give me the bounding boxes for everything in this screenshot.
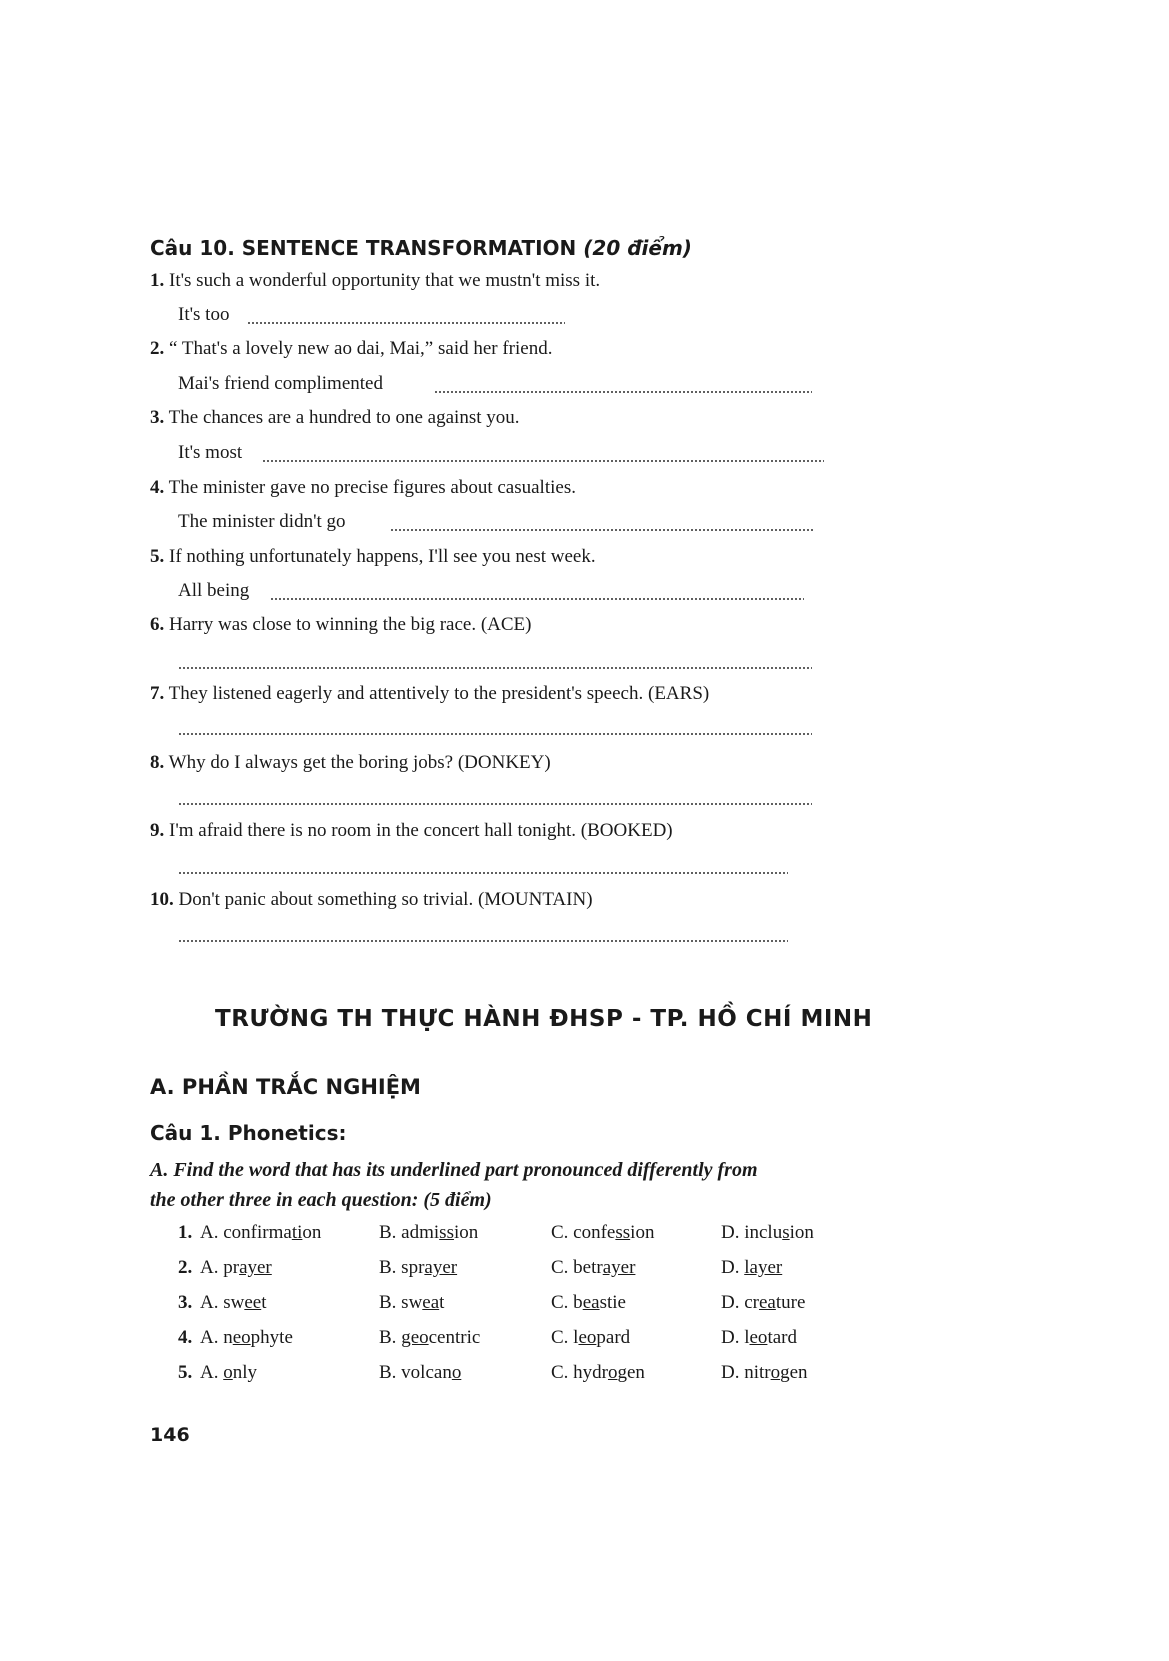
option-choice[interactable] [379,1327,480,1349]
section-points: (20 điểm) [583,236,692,260]
underlined-part: ti [291,1222,303,1243]
question-text: The minister gave no precise figures about casualties. [168,477,576,498]
option-text: nly [232,1362,258,1383]
option-text: phyte [250,1327,293,1348]
underlined-part: ss [615,1222,631,1243]
option-text: t [261,1292,267,1313]
option-text: ture [775,1292,806,1313]
answer-prompt-4: The minister didn't go [178,511,346,532]
underlined-part: ayer [424,1257,458,1278]
option-choice[interactable] [200,1362,257,1384]
question-6 [150,614,531,636]
option-text: D. cr [721,1292,759,1313]
question-text: “ That's a lovely new ao dai, Mai,” said her friend. [169,338,553,359]
question-2 [150,338,552,360]
option-choice[interactable] [200,1222,321,1244]
option-text: A. pr [200,1257,240,1278]
option-choice[interactable] [200,1327,293,1349]
option-text: pard [596,1327,631,1348]
question-4 [150,477,576,499]
underlined-part: layer [744,1257,783,1278]
option-text: C. hydr [551,1362,608,1383]
school-title: TRƯỜNG TH THỰC HÀNH ĐHSP - TP. HỒ CHÍ MINH [215,1006,873,1032]
underlined-part: ee [244,1292,262,1313]
question-text: Don't panic about something so trivial. (MOUNTAIN) [178,889,593,910]
option-text: B. [379,1327,402,1348]
question-text: The chances are a hundred to one against you. [168,407,520,428]
option-choice[interactable] [379,1292,444,1314]
option-choice[interactable] [379,1362,461,1384]
option-text: gen [780,1362,808,1383]
part-a-heading: A. PHẦN TRẮC NGHIỆM [150,1075,421,1099]
question-9 [150,820,673,842]
answer-blank-5[interactable] [270,598,804,600]
option-text: B. spr [379,1257,425,1278]
answer-blank-8[interactable] [178,803,812,805]
underlined-part: o [608,1362,618,1383]
question-text: I'm afraid there is no room in the concert hall tonight. (BOOKED) [169,820,673,841]
option-text: on [302,1222,322,1243]
option-text: stie [599,1292,626,1313]
option-choice[interactable] [721,1362,808,1384]
option-text: B. sw [379,1292,423,1313]
instruction-line-2: the other three in each question: (5 điểm) [150,1189,492,1211]
option-text: C. betr [551,1257,603,1278]
option-text: ion [789,1222,814,1243]
answer-blank-1[interactable] [247,322,565,324]
question-number: 7. [150,683,165,704]
question-number: 10. [150,889,174,910]
answer-prompt-5: All being [178,580,250,601]
option-choice[interactable] [721,1327,797,1349]
question-text: It's such a wonderful opportunity that we mustn't miss it. [169,270,601,291]
underlined-part: o [770,1362,781,1383]
option-choice[interactable] [200,1292,267,1314]
option-choice[interactable] [200,1257,272,1279]
answer-blank-3[interactable] [262,460,824,462]
option-text: D. l [721,1327,750,1348]
question-number: 5. [150,546,165,567]
underlined-part: geo [401,1327,429,1348]
answer-blank-6[interactable] [178,667,812,669]
option-text: ion [630,1222,655,1243]
underlined-part: eo [578,1327,597,1348]
underlined-part: o [451,1362,462,1383]
option-choice[interactable] [379,1222,478,1244]
option-text: D. [721,1257,745,1278]
question-number: 9. [150,820,165,841]
option-text: ion [453,1222,479,1243]
question-text: Why do I always get the boring jobs? (DONKEY) [168,752,551,773]
question-number: 2. [150,338,165,359]
underlined-part: eo [232,1327,251,1348]
option-text: A. n [200,1327,233,1348]
question-number: 1. [150,270,165,291]
question-text: They listened eagerly and attentively to the president's speech. (EARS) [168,683,710,704]
option-text: C. confe [551,1222,616,1243]
answer-blank-7[interactable] [178,733,812,735]
option-choice[interactable] [379,1257,457,1279]
underlined-part: ayer [602,1257,636,1278]
option-choice[interactable] [721,1257,782,1279]
instruction-line-1: A. Find the word that has its underlined part pronounced differently from [150,1159,758,1181]
option-choice[interactable] [721,1222,814,1244]
page-number: 146 [150,1424,190,1446]
question-7 [150,683,709,705]
answer-blank-10[interactable] [178,940,788,942]
underlined-part: ss [439,1222,454,1243]
option-choice[interactable] [551,1222,654,1244]
phonetics-heading: Câu 1. Phonetics: [150,1121,347,1145]
underlined-part: ea [758,1292,776,1313]
option-row-number: 4. [178,1327,193,1348]
option-choice[interactable] [551,1362,645,1384]
option-text: D. nitr [721,1362,771,1383]
answer-prompt-2: Mai's friend complimented [178,373,383,394]
answer-blank-4[interactable] [390,529,814,531]
underlined-part: ayer [239,1257,272,1278]
option-text: gen [617,1362,645,1383]
answer-blank-2[interactable] [434,391,812,393]
question-number: 8. [150,752,165,773]
section-title: Câu 10. SENTENCE TRANSFORMATION [150,236,577,260]
option-row-number: 3. [178,1292,193,1313]
option-text: B. volcan [379,1362,452,1383]
question-10 [150,889,593,911]
option-text: C. l [551,1327,579,1348]
option-choice[interactable] [721,1292,805,1314]
option-text: C. b [551,1292,583,1313]
option-text: A. confirma [200,1222,292,1243]
answer-blank-9[interactable] [178,872,788,874]
option-text: tard [767,1327,797,1348]
option-text: A. sw [200,1292,245,1313]
option-row-number: 2. [178,1257,193,1278]
question-number: 3. [150,407,165,428]
question-3 [150,407,520,429]
question-number: 6. [150,614,165,635]
question-1 [150,270,600,292]
option-text: B. admi [379,1222,440,1243]
option-text: A. [200,1362,224,1383]
option-text: D. inclu [721,1222,783,1243]
question-text: If nothing unfortunately happens, I'll see you nest week. [169,546,596,567]
option-choice[interactable] [551,1292,626,1314]
option-choice[interactable] [551,1257,635,1279]
option-text: centric [428,1327,481,1348]
underlined-part: s [782,1222,790,1243]
option-row-number: 5. [178,1362,193,1383]
underlined-part: ea [582,1292,600,1313]
underlined-part: eo [749,1327,768,1348]
underlined-part: ea [422,1292,440,1313]
option-row-number: 1. [178,1222,193,1243]
answer-prompt-1: It's too [178,304,230,325]
option-choice[interactable] [551,1327,630,1349]
question-8 [150,752,551,774]
question-number: 4. [150,477,165,498]
question-text: Harry was close to winning the big race. (ACE) [169,614,532,635]
option-text: t [439,1292,445,1313]
underlined-part: o [223,1362,233,1383]
section-heading [150,236,692,260]
question-5 [150,546,596,568]
answer-prompt-3: It's most [178,442,243,463]
